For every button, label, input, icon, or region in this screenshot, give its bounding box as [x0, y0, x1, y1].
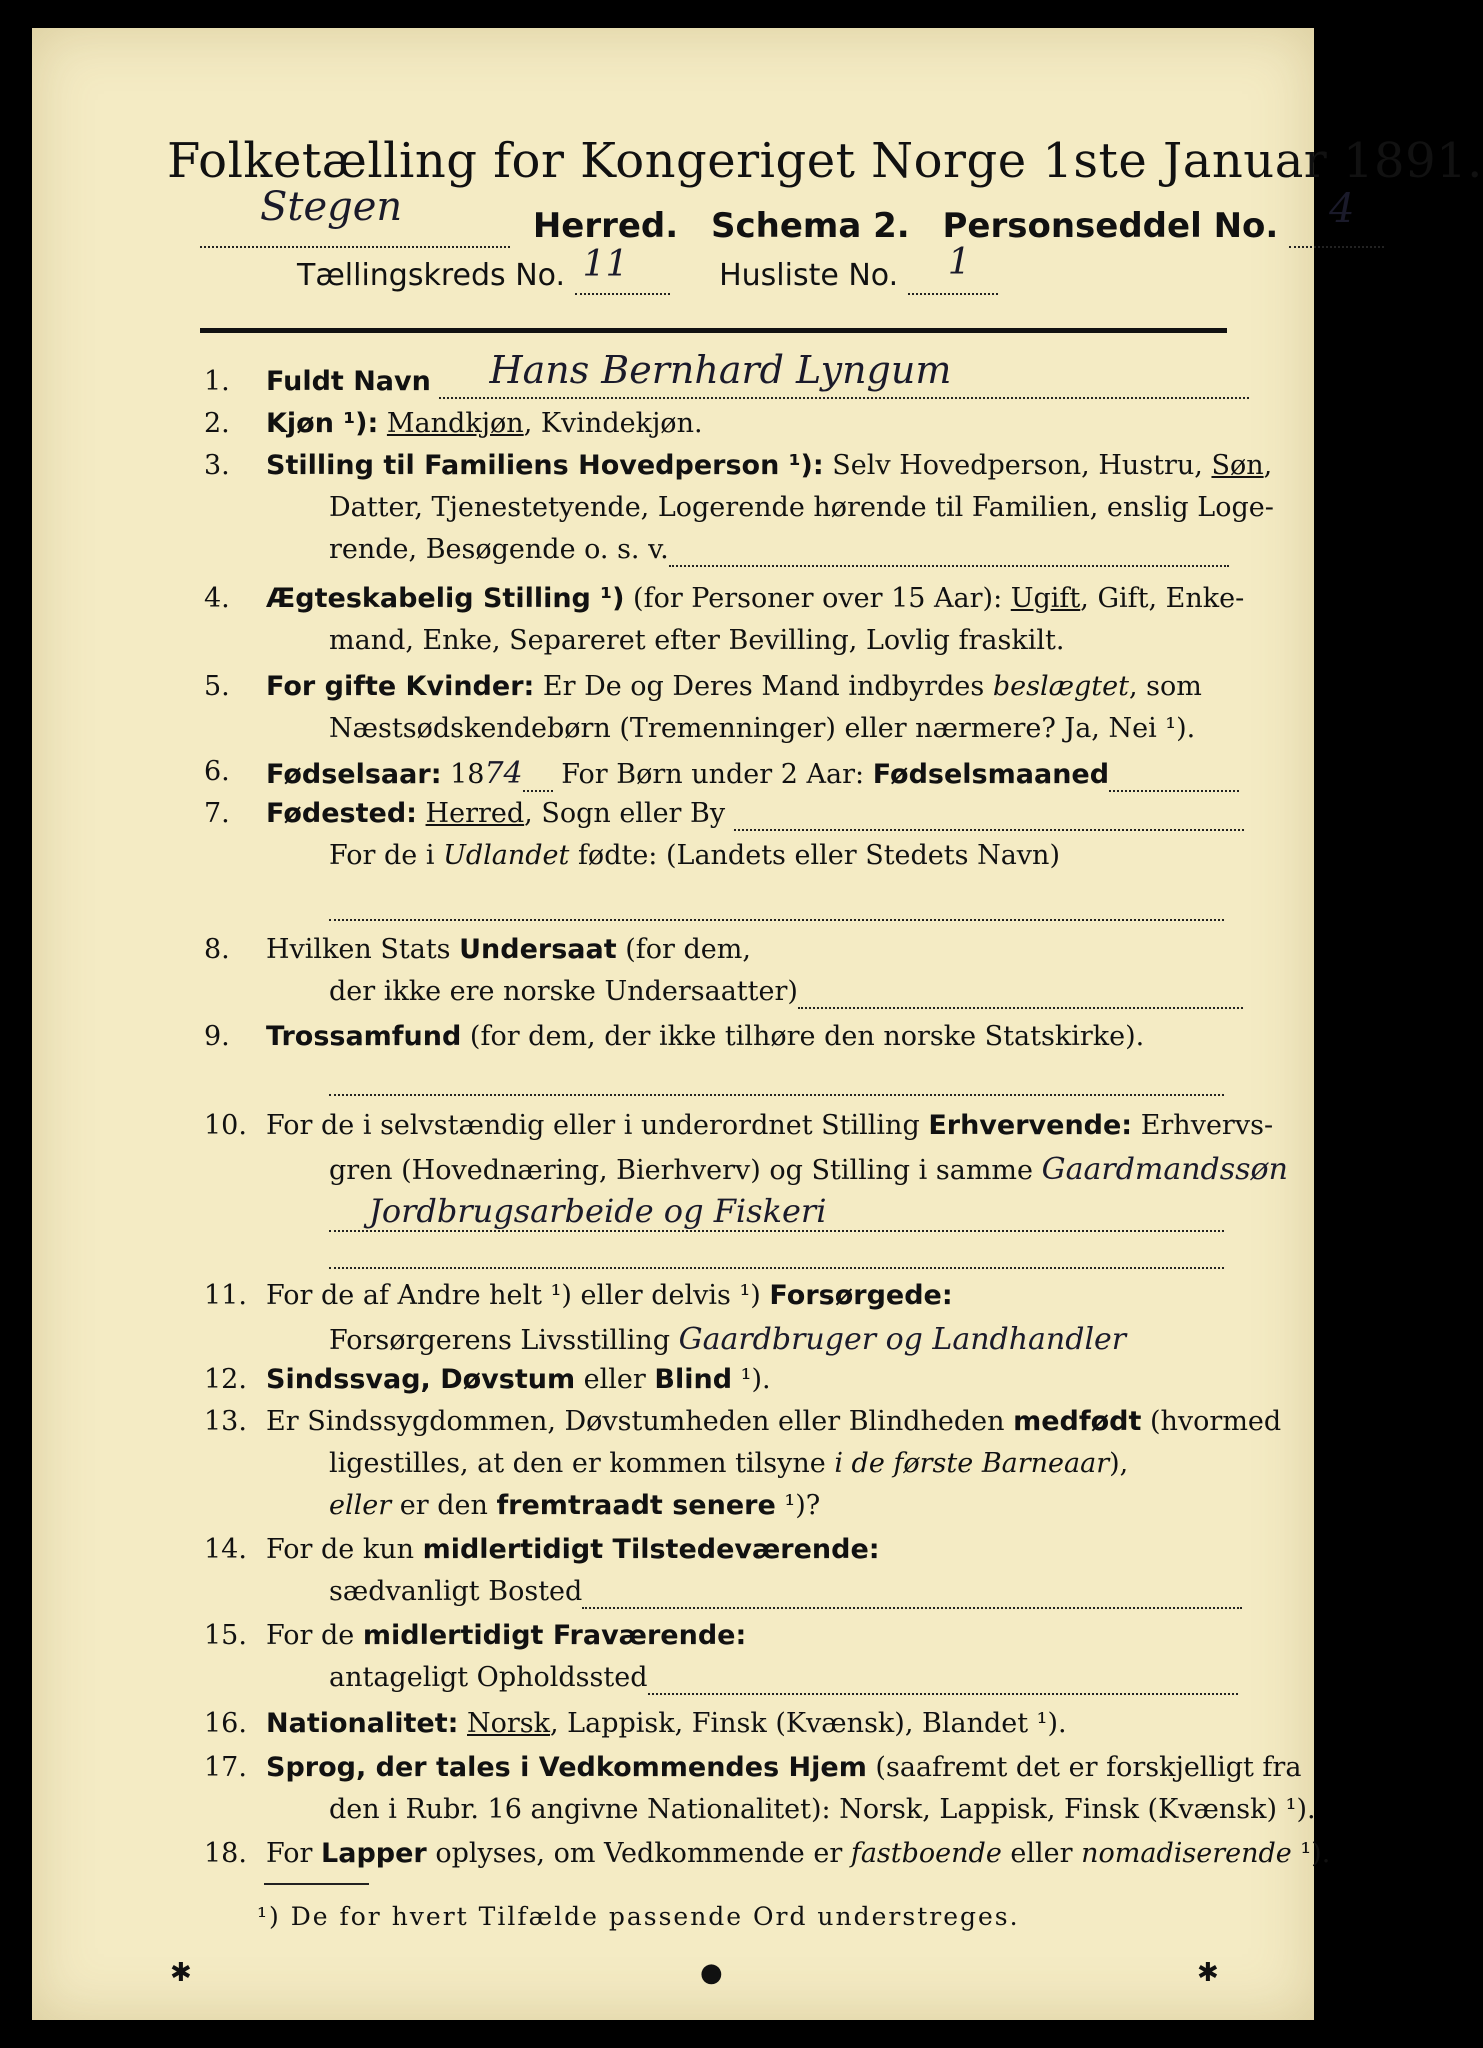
kreds-value: 11 — [582, 244, 629, 285]
ink-blot-left: ✱ — [170, 1958, 192, 1988]
herred-label: Herred. — [532, 206, 679, 246]
full-name-value: Hans Bernhard Lyngum — [489, 348, 952, 392]
form-title: Folketælling for Kongeriget Norge 1ste Januar 1891. — [167, 133, 1483, 189]
herred-row — [200, 184, 1384, 248]
husliste-value: 1 — [947, 242, 971, 283]
footnote: ¹) De for hvert Tilfælde passende Ord understreges. — [257, 1902, 1020, 1931]
footnote-rule — [264, 1883, 369, 1885]
schema-label: Schema 2. — [711, 206, 910, 246]
occupation-value-2: Jordbrugsarbeide og Fiskeri — [369, 1192, 827, 1230]
husliste-label: Husliste No. — [719, 258, 899, 293]
family-position-selected: Søn — [1211, 450, 1264, 481]
marital-selected: Ugift — [1010, 583, 1081, 614]
kreds-label: Tællingskreds No. — [297, 258, 565, 293]
personseddel-label: Personseddel No. — [942, 206, 1279, 246]
occupation-value-1: Gaardmandssøn — [1041, 1152, 1288, 1187]
ink-blot-center: ● — [700, 1958, 723, 1988]
header-rule — [200, 328, 1227, 333]
birth-year-value: 74 — [484, 756, 523, 791]
personseddel-value: 4 — [1329, 186, 1355, 232]
provider-occupation-value: Gaardbruger og Landhandler — [678, 1322, 1127, 1357]
ink-blot-right: ✱ — [1197, 1958, 1219, 1988]
nationality-selected: Norsk — [467, 1708, 551, 1739]
kreds-row — [297, 242, 998, 295]
sex-selected: Mandkjøn — [386, 408, 524, 439]
birthplace-selected: Herred — [425, 798, 525, 829]
census-form: Folketælling for Kongeriget Norge 1ste Januar 1891. Stegen Herred. Schema 2. Personseddel No. 4 Tællingskreds No. 11 Husliste No. 1 1. Fuldt Navn Hans Bernhard Lyngum 2. Kjøn ¹): Mandkjøn, Kvindekjøn. 3. Stilling til Familiens Hovedperson ¹): Selv Hovedperson, Hustru, Søn, Datter, Tjenestetyende, Logerende hørende til Familien, enslig Loge- rende, Besøgende o. s. v. 4. Ægteskabelig Stilling ¹) (for Personer over 15 Aar): Ugift, Gift, Enke- mand, Enke, Separeret efter Bevilling, Lovlig fraskilt. 5. For gifte Kvinder: Er De og Deres Mand indbyrdes beslægtet, som Næstsødskendebørn (Tremenninger) eller nærmere? Ja, Nei ¹). 6. Fødselsaar: 1874 For Børn under 2 Aar: Fødselsmaaned 7. Fødested: Herred, Sogn eller By For de i Udlandet fødte: (Landets eller Stedets Navn) 8. Hvilken Stats Undersaat (for dem, der ikke ere norske Undersaatter) 9. Trossamfund (for dem, der ikke tilhøre den norske Statskirke). 10. For de i selvstændig eller i underordnet Stilling Erhvervende: Erhvervs- gren (Hovednæring, Bierhverv) og Stilling i samme Gaardmandssøn Jordbrugsarbeide og Fiskeri 11. For de af Andre helt ¹) eller delvis ¹) Forsørgede: Forsørgerens Livsstilling Gaardbruger og Landhandler 12. Sindssvag, Døvstum eller Blind ¹). 13. Er Sindssygdommen, Døvstumheden eller Blindheden medfødt (hvormed ligestilles, at den er kommen tilsyne i de første Barneaar), eller er den fremtraadt senere ¹)? 14. For de kun midlertidigt Tilstedeværende: sædvanligt Bosted 15. For de midlertidigt Fraværende: antageligt Opholdssted 16. Nationalitet: Norsk, Lappisk, Finsk (Kvænsk), Blandet ¹). 17. Sprog, der tales i Vedkommendes Hjem (saafremt det er forskjelligt fra den i Rubr. 16 angivne Nationalitet): Norsk, Lappisk, Finsk (Kvænsk) ¹). 18. For Lapper oplyses, om Vedkommende er fastboende eller nomadiserende ¹). ¹) De for hvert Tilfælde passende Ord understreges. ✱ ● ✱ — [32, 28, 1314, 2020]
herred-value: Stegen — [260, 184, 403, 230]
